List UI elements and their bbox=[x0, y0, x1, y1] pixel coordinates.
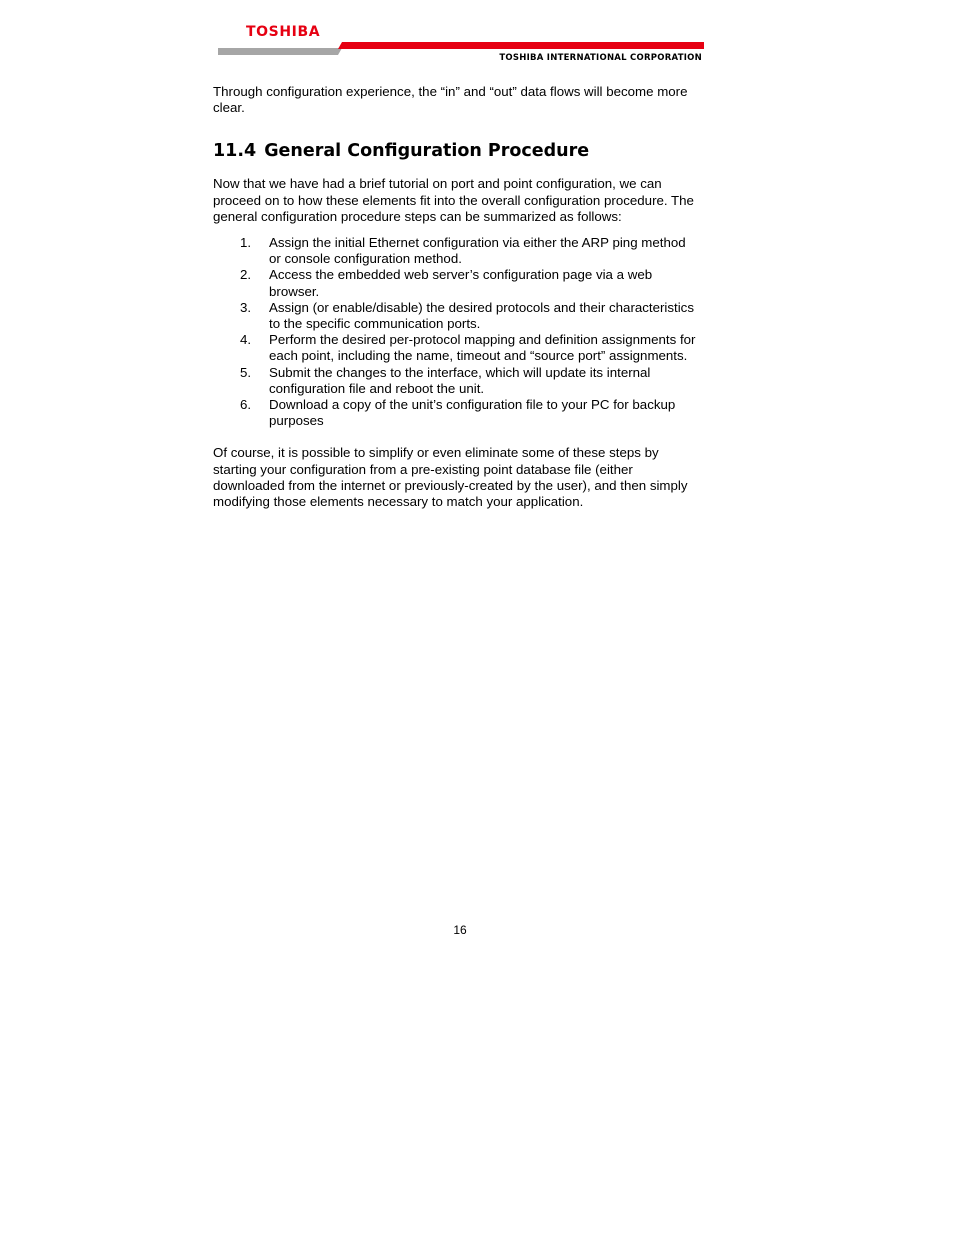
section-title: General Configuration Procedure bbox=[264, 141, 590, 162]
list-item bbox=[213, 397, 705, 429]
step-text: Assign the initial Ethernet configuration via either the ARP ping method or console configuration method. bbox=[269, 235, 686, 267]
step-number: 2. bbox=[240, 267, 252, 283]
list-item bbox=[213, 300, 705, 332]
step-number: 4. bbox=[240, 332, 252, 348]
procedure-steps-list bbox=[213, 235, 705, 429]
step-text: Submit the changes to the interface, which will update its internal configuration file and reboot the unit. bbox=[269, 364, 651, 396]
page-number: 16 bbox=[453, 923, 467, 937]
section-heading bbox=[213, 140, 705, 162]
gray-stripe bbox=[218, 48, 342, 55]
step-number: 1. bbox=[240, 235, 252, 251]
red-stripe bbox=[338, 42, 704, 49]
page-content bbox=[213, 84, 705, 510]
list-item bbox=[213, 332, 705, 364]
corporation-name: TOSHIBA INTERNATIONAL CORPORATION bbox=[499, 53, 702, 63]
step-text: Assign (or enable/disable) the desired protocols and their characteristics to the specific communication ports. bbox=[269, 299, 694, 332]
closing-paragraph: Of course, it is possible to simplify or even eliminate some of these steps by starting your configuration from a pre-existing point database file (either downloaded from the internet or previously-created by the user), and then simply modifying those elements necessary to match your application. bbox=[213, 445, 688, 510]
step-number: 3. bbox=[240, 299, 252, 315]
step-text: Access the embedded web server’s configuration page via a web browser. bbox=[269, 267, 653, 299]
list-item bbox=[213, 365, 705, 397]
step-number: 5. bbox=[240, 364, 252, 380]
list-item bbox=[213, 235, 705, 267]
step-text: Download a copy of the unit’s configuration file to your PC for backup purposes bbox=[269, 397, 676, 429]
section-number: 11.4 bbox=[213, 141, 257, 162]
list-item bbox=[213, 267, 705, 299]
summary-paragraph: Now that we have had a brief tutorial on port and point configuration, we can proceed on to how these elements fit into the overall configuration procedure. The general configuration procedure steps can be summarized as follows: bbox=[213, 176, 694, 224]
intro-paragraph: Through configuration experience, the “in” and “out” data flows will become more clear. bbox=[213, 84, 688, 116]
step-text: Perform the desired per-protocol mapping and definition assignments for each point, including the name, timeout and “source port” assignments. bbox=[269, 332, 696, 364]
step-number: 6. bbox=[240, 397, 252, 413]
toshiba-logo: TOSHIBA bbox=[246, 24, 321, 40]
